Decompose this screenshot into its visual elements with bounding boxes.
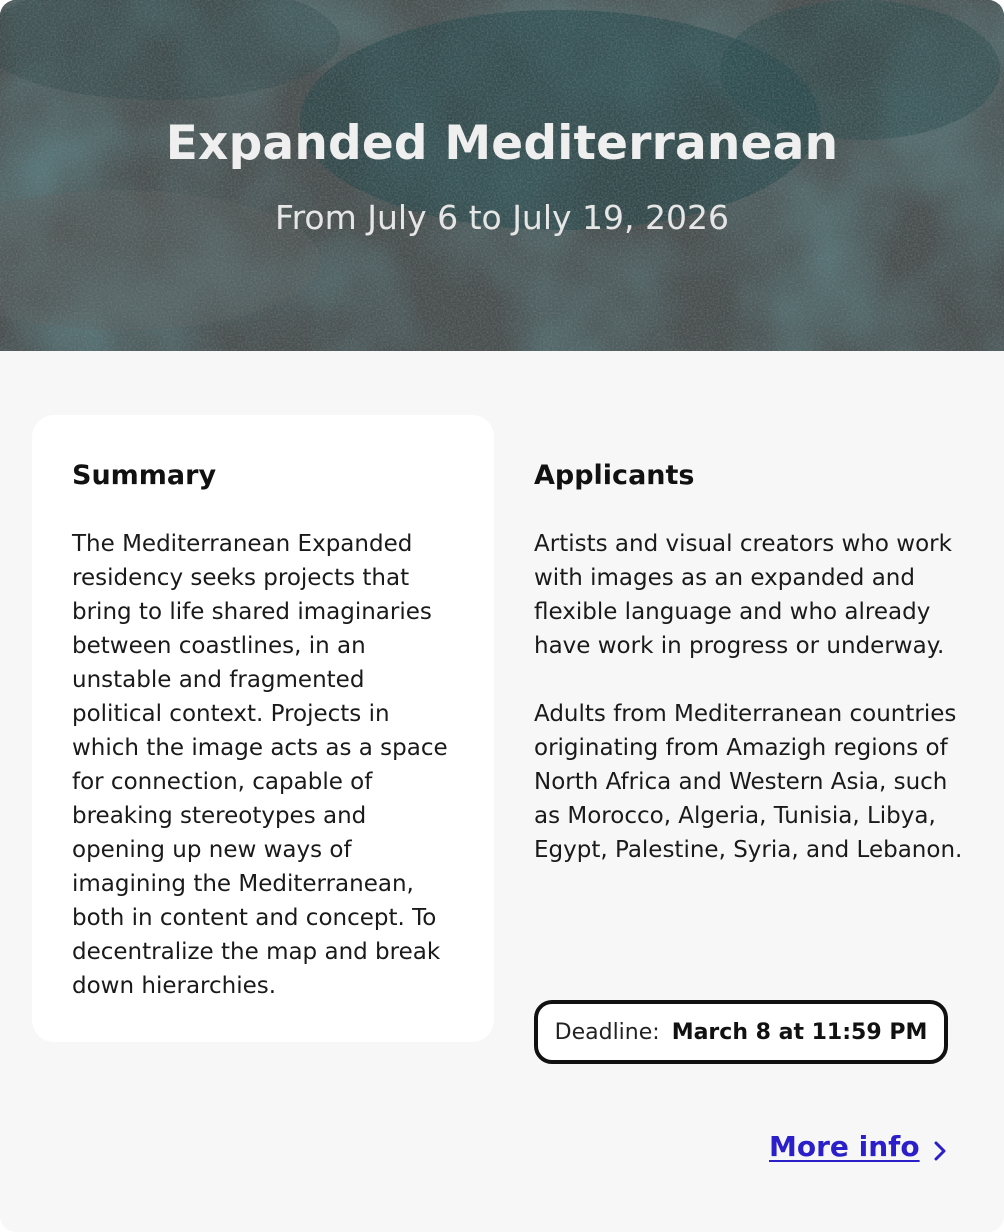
deadline-label: Deadline:: [554, 1019, 660, 1045]
more-info-label: More info: [769, 1130, 920, 1163]
hero-banner: [0, 0, 1004, 351]
chevron-right-icon: [932, 1139, 948, 1161]
more-info-link[interactable]: [769, 1130, 948, 1163]
hero-overlay: [0, 0, 1004, 351]
summary-heading: Summary: [72, 460, 217, 491]
event-dates: From July 6 to July 19, 2026: [275, 198, 729, 237]
deadline-badge: [534, 1000, 948, 1064]
summary-text: The Mediterranean Expanded residency seeks projects that bring to life shared imaginaries between coastlines, in an unstable and fragmented political context. Projects in which the image acts as a space for connection, capable of breaking stereotypes and opening up new ways of imagining the Mediterranean, both in content and concept. To decentralize the map and break down hierarchies.: [72, 531, 448, 999]
applicants-paragraph-1: Artists and visual creators who work with images as an expanded and flexible language and who already have work in progress or underway.: [534, 531, 952, 659]
applicants-heading: Applicants: [534, 460, 695, 491]
event-title: Expanded Mediterranean: [165, 116, 839, 171]
applicants-section: [534, 459, 974, 867]
summary-panel: [32, 415, 494, 1042]
deadline-value: March 8 at 11:59 PM: [671, 1019, 928, 1045]
applicants-paragraph-2: Adults from Mediterranean countries originating from Amazigh regions of North Africa and Western Asia, such as Morocco, Algeria, Tunisia, Libya, Egypt, Palestine, Syria, and Lebanon.: [534, 701, 963, 863]
